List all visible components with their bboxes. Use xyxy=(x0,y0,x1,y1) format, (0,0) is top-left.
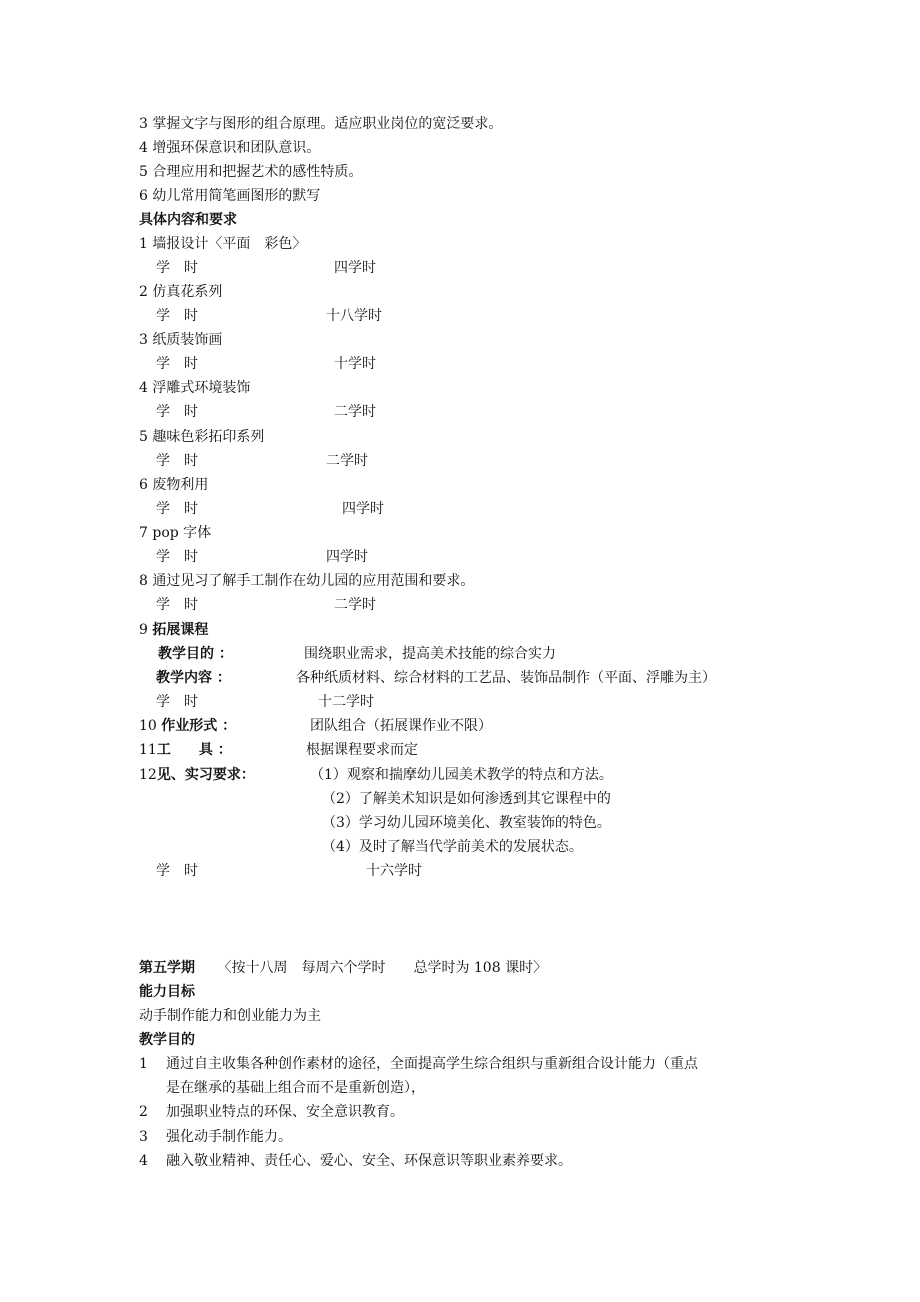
item-7-title: 7 pop 字体 xyxy=(139,525,212,541)
semester5-title-row xyxy=(139,958,547,978)
extension-purpose-label: 教学目的 ： xyxy=(158,646,233,662)
purpose-1-line-2: 是在继承的基础上组合而不是重新创造）， xyxy=(166,1080,425,1096)
practice-item-2: （2）了解美术知识是如何渗透到其它课程中的 xyxy=(322,791,611,807)
item-4-hours-label: 学 时 xyxy=(156,404,198,420)
item-8-hours-label: 学 时 xyxy=(156,597,198,613)
extension-num: 9 xyxy=(139,622,148,638)
item-3-title: 3 纸质装饰画 xyxy=(139,332,223,348)
item-2-hours: 十八学时 xyxy=(326,308,382,324)
item-6-title: 6 废物利用 xyxy=(139,477,209,493)
semester5-note: 〈按十八周 每周六个学时 总学时为 108 课时〉 xyxy=(217,960,548,976)
item-5-title: 5 趣味色彩拓印系列 xyxy=(139,429,265,445)
purpose-2-line-1: 加强职业特点的环保、安全意识教育。 xyxy=(166,1104,404,1120)
item-5-hours: 二学时 xyxy=(326,453,368,469)
extension-content-label: 教学内容 ： xyxy=(156,670,231,686)
item-4-title: 4 浮雕式环境装饰 xyxy=(139,380,251,396)
tools-num: 11 xyxy=(139,742,157,758)
purpose-3-line-1: 强化动手制作能力。 xyxy=(166,1129,292,1145)
practice-hours-label: 学 时 xyxy=(156,863,198,879)
item-7-hours: 四学时 xyxy=(326,549,368,565)
extension-heading xyxy=(139,620,208,640)
homework-label: 作业形式 ： xyxy=(161,718,237,734)
homework-text: 团队组合（拓展课作业不限） xyxy=(310,718,492,734)
purpose-4-num: 4 xyxy=(139,1153,148,1169)
item-3-hours: 十学时 xyxy=(334,356,376,372)
content-heading: 具体内容和要求 xyxy=(139,212,237,228)
ability-heading: 能力目标 xyxy=(139,984,195,1000)
purpose-heading: 教学目的 xyxy=(139,1032,195,1048)
goal-4: 4 增强环保意识和团队意识。 xyxy=(139,140,321,156)
purpose-4-line-1: 融入敬业精神、责任心、爱心、安全、环保意识等职业素养要求。 xyxy=(166,1153,572,1169)
goal-6: 6 幼儿常用简笔画图形的默写 xyxy=(139,188,321,204)
item-8-title: 8 通过见习了解手工制作在幼儿园的应用范围和要求。 xyxy=(139,573,475,589)
purpose-1-line-1: 通过自主收集各种创作素材的途径，全面提高学生综合组织与重新组合设计能力（重点 xyxy=(166,1056,698,1072)
extension-hours-label: 学 时 xyxy=(156,694,198,710)
item-8-hours: 二学时 xyxy=(334,597,376,613)
practice-item-3: （3）学习幼儿园环境美化、教室装饰的特色。 xyxy=(322,815,611,831)
practice-item-4: （4）及时了解当代学前美术的发展状态。 xyxy=(322,839,583,855)
item-4-hours: 二学时 xyxy=(334,404,376,420)
goal-5: 5 合理应用和把握艺术的感性特质。 xyxy=(139,164,363,180)
item-3-hours-label: 学 时 xyxy=(156,356,198,372)
purpose-3-num: 3 xyxy=(139,1129,148,1145)
item-1-title: 1 墙报设计〈平面 彩色〉 xyxy=(139,236,307,252)
ability-text: 动手制作能力和创业能力为主 xyxy=(139,1008,321,1024)
purpose-2-num: 2 xyxy=(139,1104,148,1120)
goal-3: 3 掌握文字与图形的组合原理。适应职业岗位的宽泛要求。 xyxy=(139,116,503,132)
tools-text: 根据课程要求而定 xyxy=(306,742,418,758)
item-7-hours-label: 学 时 xyxy=(156,549,198,565)
semester5-title: 第五学期 xyxy=(139,960,195,976)
item-2-title: 2 仿真花系列 xyxy=(139,284,223,300)
item-2-hours-label: 学 时 xyxy=(156,308,198,324)
practice-num: 12 xyxy=(139,767,157,783)
purpose-1-num: 1 xyxy=(139,1056,148,1072)
item-1-hours: 四学时 xyxy=(334,260,376,276)
homework-num: 10 xyxy=(139,718,157,734)
extension-purpose-text: 围绕职业需求，提高美术技能的综合实力 xyxy=(304,646,556,662)
tools-label: 工 具 ： xyxy=(156,742,232,758)
homework-row xyxy=(139,716,236,736)
practice-hours: 十六学时 xyxy=(366,863,422,879)
item-1-hours-label: 学 时 xyxy=(156,260,198,276)
extension-title: 拓展课程 xyxy=(152,622,209,638)
extension-hours: 十二学时 xyxy=(318,694,374,710)
item-6-hours: 四学时 xyxy=(342,501,384,517)
extension-content-text: 各种纸质材料、综合材料的工艺品、装饰品制作（平面、浮雕为主） xyxy=(296,670,716,686)
practice-item-1: （1）观察和揣摩幼儿园美术教学的特点和方法。 xyxy=(310,767,613,783)
item-5-hours-label: 学 时 xyxy=(156,453,198,469)
item-6-hours-label: 学 时 xyxy=(156,501,198,517)
tools-row xyxy=(139,740,232,760)
practice-label: 见、实习要求： xyxy=(156,767,255,783)
practice-row xyxy=(139,765,255,785)
